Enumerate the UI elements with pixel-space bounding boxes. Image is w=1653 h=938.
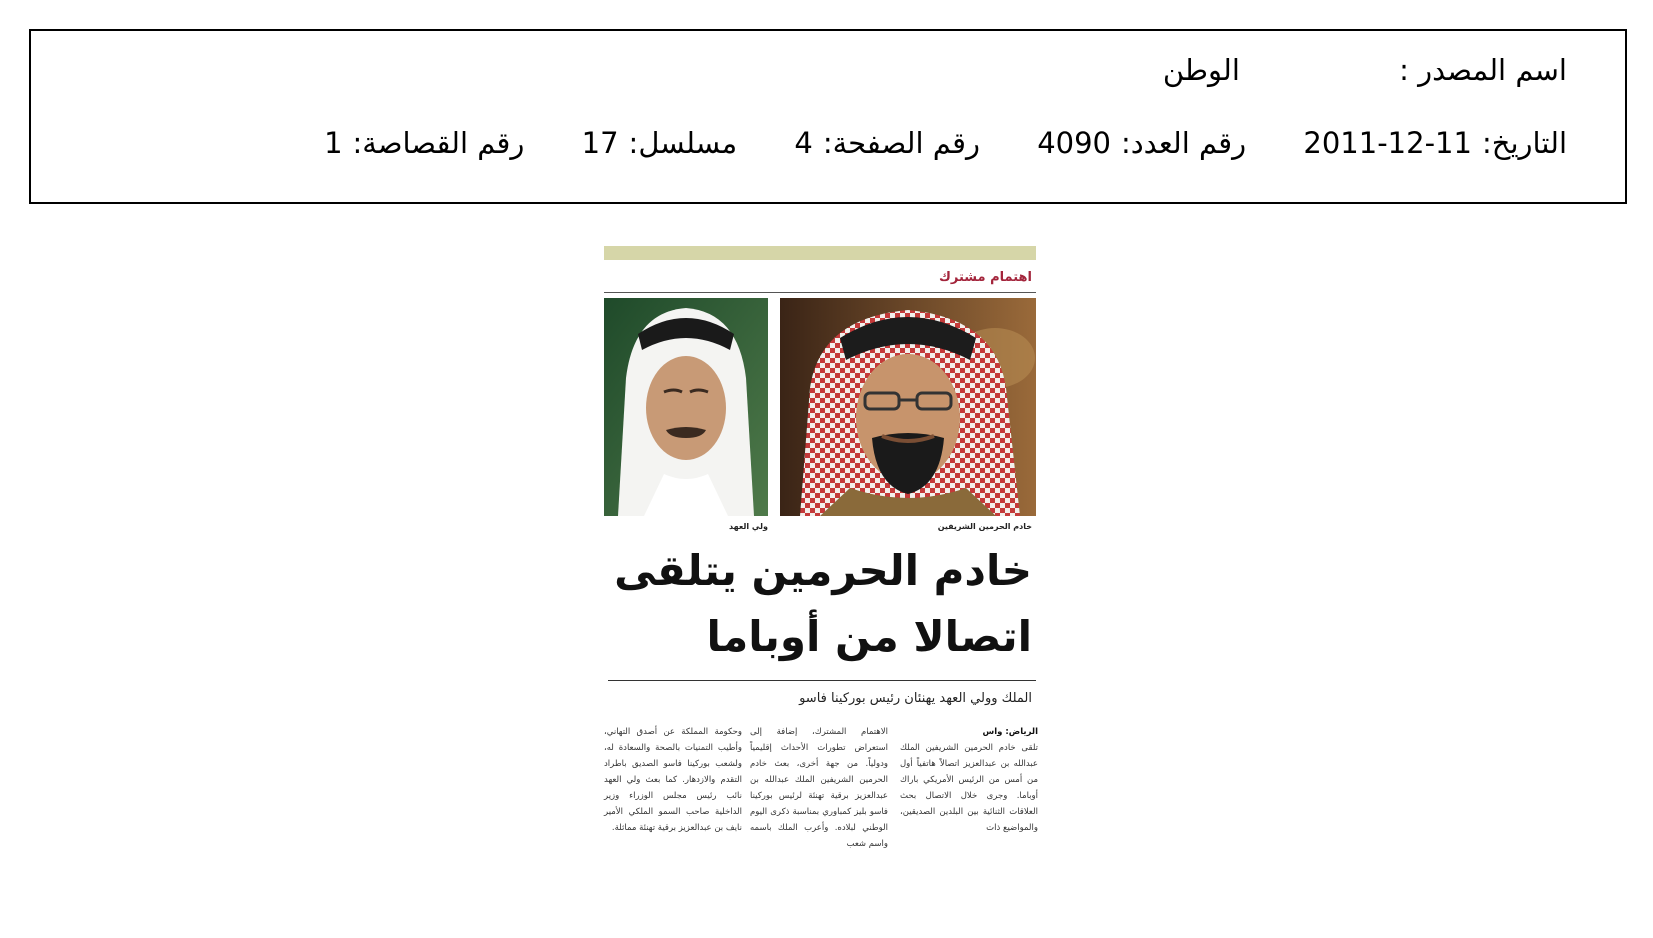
clipping-top-bar xyxy=(604,246,1036,260)
body-column-3: وحكومة المملكة عن أصدق التهاني، وأطيب التمنيات بالصحة والسعادة له، ولشعب بوركينا فاسو الصديق باطراد التقدم والازدهار. كما بعث ولي العهد نائب رئيس مجلس الوزراء وزير الداخلية صاحب السمو الملكي الأمير نايف بن عبدالعزيز برقية تهنئة مماثلة. xyxy=(604,727,742,833)
article-body xyxy=(604,724,1038,914)
king-portrait-image xyxy=(780,298,1036,516)
section-kicker: اهتمام مشترك xyxy=(938,270,1032,285)
date-value: 2011-12-11 xyxy=(1303,126,1472,160)
crown-prince-photo-caption: ولي العهد xyxy=(728,522,768,531)
kicker-divider xyxy=(604,292,1036,293)
article-dateline: الرياض: واس xyxy=(982,727,1038,737)
king-photo xyxy=(780,298,1036,516)
headline-line-1: خادم الحرمين يتلقى xyxy=(614,546,1032,595)
meta-row xyxy=(276,126,1567,160)
serial-value: 17 xyxy=(581,126,619,160)
document-header xyxy=(29,29,1627,204)
issue-label: رقم العدد: xyxy=(1121,126,1247,160)
body-column-1-text: تلقى خادم الحرمين الشريفين الملك عبدالله بن عبدالعزيز اتصالاً هاتفياً أول من أمس من الرئيس الأمريكي باراك أوباما. وجرى خلال الاتصال بحث العلاقات الثنائية بين البلدين الصديقين، والمواضيع ذات xyxy=(900,743,1038,833)
headline-line-2: اتصالا من أوباما xyxy=(706,612,1032,661)
page-value: 4 xyxy=(794,126,813,160)
page-field xyxy=(794,126,980,160)
issue-value: 4090 xyxy=(1037,126,1111,160)
article-headline xyxy=(602,538,1032,670)
source-row xyxy=(1163,53,1567,87)
subhead-divider xyxy=(608,680,1036,681)
clip-label: رقم القصاصة: xyxy=(352,126,525,160)
newspaper-clipping xyxy=(580,240,1060,930)
crown-prince-portrait-image xyxy=(604,298,768,516)
page-label: رقم الصفحة: xyxy=(822,126,980,160)
body-column-2: الاهتمام المشترك، إضافة إلى استعراض تطورات الأحداث إقليمياً ودولياً. من جهة أخرى، بعث خادم الحرمين الشريفين الملك عبدالله بن عبدالعزيز برقية تهنئة لرئيس بوركينا فاسو بليز كمباوري بمناسبة ذكرى اليوم الوطني لبلاده. وأعرب الملك باسمه واسم شعب xyxy=(750,727,888,849)
clip-value: 1 xyxy=(324,126,343,160)
body-column-1 xyxy=(900,724,1038,836)
date-field xyxy=(1303,126,1567,160)
crown-prince-photo xyxy=(604,298,768,516)
clip-field xyxy=(324,126,524,160)
issue-field xyxy=(1037,126,1246,160)
serial-field xyxy=(582,126,738,160)
date-label: التاريخ: xyxy=(1481,126,1567,160)
article-subheadline: الملك وولي العهد يهنئان رئيس بوركينا فاسو xyxy=(799,691,1032,706)
serial-label: مسلسل: xyxy=(628,126,738,160)
king-photo-caption: خادم الحرمين الشريفين xyxy=(937,522,1032,531)
source-value: الوطن xyxy=(1162,53,1240,87)
source-label: اسم المصدر : xyxy=(1399,53,1567,87)
